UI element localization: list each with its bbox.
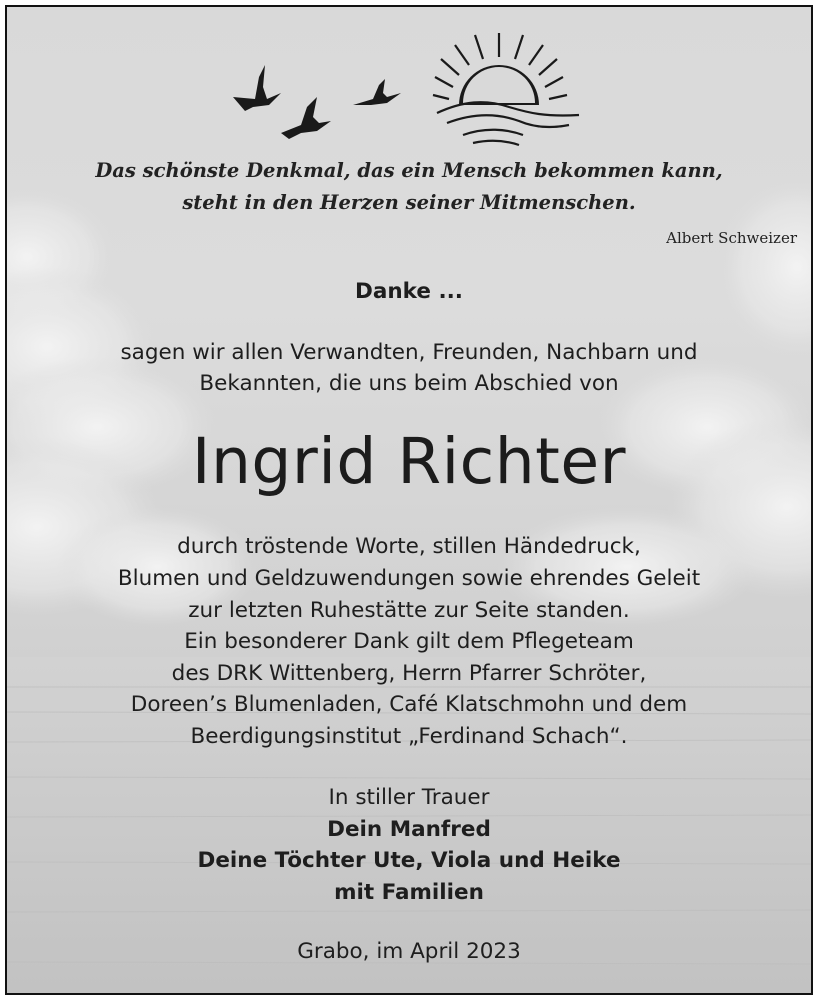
intro-line-2: Bekannten, die uns beim Abschied von <box>199 371 619 396</box>
flying-birds-icon <box>233 65 401 139</box>
obituary-card <box>5 5 813 995</box>
obituary-content <box>7 7 811 993</box>
signature-line-1: Dein Manfred <box>327 817 491 842</box>
heading-thanks: Danke ... <box>355 279 463 304</box>
quote-line-2: steht in den Herzen seiner Mitmenschen. <box>182 191 636 214</box>
signature-line-3: mit Familien <box>334 880 484 905</box>
body-line-7: Beerdigungsinstitut „Ferdinand Schach“. <box>190 724 628 749</box>
emblem <box>223 27 583 152</box>
body-line-6: Doreen’s Blumenladen, Café Klatschmohn und dem <box>130 692 688 717</box>
body-line-4: Ein besonderer Dank gilt dem Pflegeteam <box>184 629 634 654</box>
deceased-name: Ingrid Richter <box>191 425 627 498</box>
intro-line-1: sagen wir allen Verwandten, Freunden, Nachbarn und <box>120 340 698 365</box>
body-line-1: durch tröstende Worte, stillen Händedruck, <box>177 534 641 559</box>
body-line-5: des DRK Wittenberg, Herrn Pfarrer Schröter, <box>171 661 647 686</box>
signature-intro: In stiller Trauer <box>328 785 490 810</box>
setting-sun-over-hills-icon <box>433 33 579 145</box>
quote-author: Albert Schweizer <box>666 229 797 247</box>
body-line-2: Blumen und Geldzuwendungen sowie ehrendes Geleit <box>117 566 701 591</box>
place-date: Grabo, im April 2023 <box>297 939 521 964</box>
quote-line-1: Das schönste Denkmal, das ein Mensch bekommen kann, <box>95 159 723 182</box>
signature-line-2: Deine Töchter Ute, Viola und Heike <box>197 848 621 873</box>
body-line-3: zur letzten Ruhestätte zur Seite standen. <box>188 598 630 623</box>
